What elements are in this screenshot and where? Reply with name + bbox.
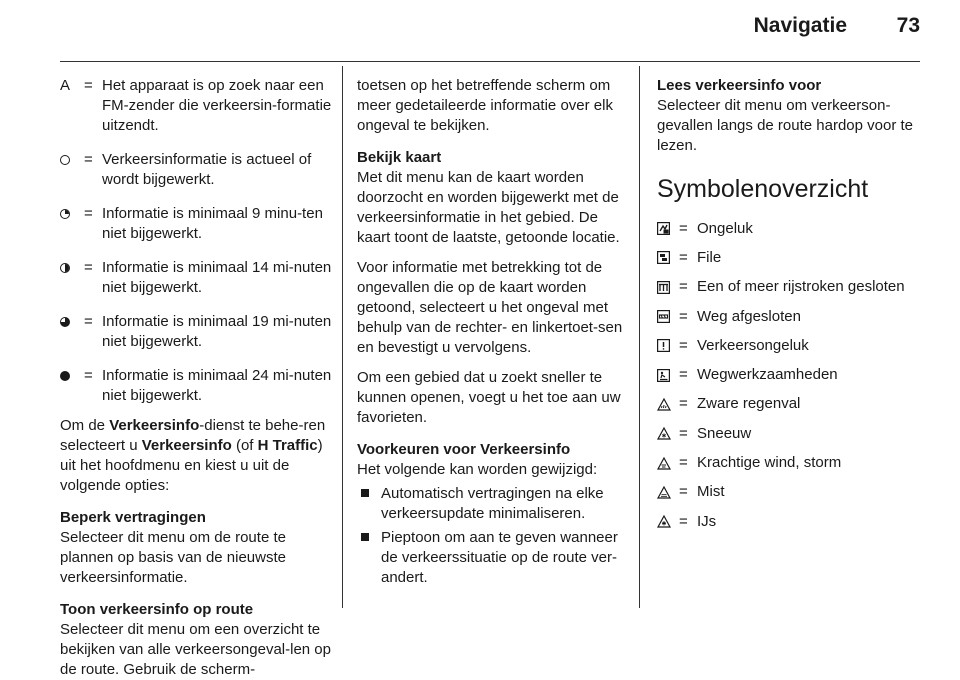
lane-closed-icon bbox=[657, 281, 679, 294]
equals-sign: = bbox=[84, 77, 93, 94]
intro-paragraph: Om de Verkeersinfo-dienst te behe-ren selecteert u Verkeersinfo (of H Traffic) uit het hoofdmenu en kiest u uit de volgende opties: bbox=[60, 417, 326, 494]
symbol-row: = Ongeluk bbox=[657, 214, 932, 243]
page-number: 73 bbox=[896, 14, 920, 37]
legend-row bbox=[60, 258, 332, 298]
half-circle-icon bbox=[60, 263, 70, 273]
option-title: Lees verkeersinfo voor bbox=[657, 77, 822, 94]
legend-text: Verkeersinformatie is actueel of wordt bijgewerkt. bbox=[102, 151, 312, 188]
option-title: Bekijk kaart bbox=[357, 149, 442, 166]
legend-text: Het apparaat is op zoek naar een FM-zender die verkeersin-formatie uitzendt. bbox=[102, 77, 332, 134]
status-letter-a: A bbox=[60, 77, 71, 94]
list-item: Automatisch vertragingen na elke verkeersupdate minimaliseren. bbox=[357, 484, 627, 524]
legend-text: Informatie is minimaal 19 mi-nuten niet bijgewerkt. bbox=[102, 313, 332, 350]
symbol-row: = Wegwerkzaamheden bbox=[657, 360, 932, 389]
symbol-row: = Een of meer rijstroken gesloten bbox=[657, 273, 932, 302]
bullet-square-icon bbox=[361, 489, 369, 497]
legend-row bbox=[60, 366, 332, 406]
warning-icon bbox=[657, 339, 679, 352]
empty-circle-icon bbox=[60, 155, 70, 165]
option-text: Selecteer dit menu om verkeerson-gevallen langs de route hardop voor te lezen. bbox=[657, 97, 914, 154]
paragraph: Voor informatie met betrekking tot de ongevallen die op de kaart worden getoond, selecteert u het ongeval met behulp van de rechter- en linkertoet-sen en bevestigt u vervolgens. bbox=[357, 259, 623, 356]
symbol-row: = Sneeuw bbox=[657, 419, 932, 448]
symbol-row: = Mist bbox=[657, 478, 932, 507]
full-circle-icon bbox=[60, 371, 70, 381]
symbol-row: = Krachtige wind, storm bbox=[657, 448, 932, 477]
column-divider bbox=[639, 66, 640, 608]
option-voorkeuren bbox=[357, 440, 627, 480]
equals-sign: = bbox=[84, 313, 93, 330]
equals-sign: = bbox=[84, 151, 93, 168]
option-text: Selecteer dit menu om een overzicht te bekijken van alle verkeersongeval-len op de route. Gebruik de scherm- bbox=[60, 621, 331, 678]
option-title: Voorkeuren voor Verkeersinfo bbox=[357, 441, 571, 458]
roadworks-icon bbox=[657, 369, 679, 382]
legend-row bbox=[60, 204, 332, 244]
accident-icon bbox=[657, 222, 679, 235]
ice-icon bbox=[657, 515, 679, 528]
legend-row bbox=[60, 150, 332, 190]
option-text: Het volgende kan worden gewijzigd: bbox=[357, 461, 598, 478]
symbol-row: = File bbox=[657, 243, 932, 272]
three-quarter-circle-icon bbox=[60, 317, 70, 327]
legend-text: Informatie is minimaal 14 mi-nuten niet bijgewerkt. bbox=[102, 259, 332, 296]
heavy-rain-icon bbox=[657, 398, 679, 411]
symbol-row: = Verkeersongeluk bbox=[657, 331, 932, 360]
snow-icon bbox=[657, 427, 679, 440]
legend-row bbox=[60, 312, 332, 352]
strong-wind-icon bbox=[657, 457, 679, 470]
equals-sign: = bbox=[84, 205, 93, 222]
option-title: Toon verkeersinfo op route bbox=[60, 601, 254, 618]
page-title: Navigatie bbox=[753, 14, 847, 37]
option-text: Met dit menu kan de kaart worden doorzocht en worden bijgewerkt met de verkeersinformatie in het gebied. De kaart toont de laatste, getoonde locatie. bbox=[357, 169, 620, 246]
quarter-circle-icon bbox=[60, 209, 70, 219]
option-bekijk bbox=[357, 148, 627, 248]
section-heading: Symbolenoverzicht bbox=[657, 175, 869, 203]
column-3 bbox=[657, 76, 932, 536]
option-text: Selecteer dit menu om de route te plannen op basis van de nieuwste verkeersinformatie. bbox=[60, 529, 286, 586]
symbol-row: = Weg afgesloten bbox=[657, 302, 932, 331]
fog-icon bbox=[657, 486, 679, 499]
continued-text: toetsen op het betreffende scherm om meer gedetaileerde informatie over elk ongeval te bekijken. bbox=[357, 77, 613, 134]
option-beperk bbox=[60, 508, 332, 588]
equals-sign: = bbox=[84, 367, 93, 384]
traffic-jam-icon bbox=[657, 251, 679, 264]
legend-text: Informatie is minimaal 9 minu-ten niet bijgewerkt. bbox=[102, 205, 323, 242]
column-1 bbox=[60, 76, 332, 680]
legend-text: Informatie is minimaal 24 mi-nuten niet bijgewerkt. bbox=[102, 367, 332, 404]
equals-sign: = bbox=[84, 259, 93, 276]
option-title: Beperk vertragingen bbox=[60, 509, 206, 526]
legend-row bbox=[60, 76, 332, 136]
paragraph: Om een gebied dat u zoekt sneller te kunnen openen, voegt u het toe aan uw favorieten. bbox=[357, 369, 621, 426]
symbol-row: = IJs bbox=[657, 507, 932, 536]
list-item: Pieptoon om aan te geven wanneer de verkeerssituatie op de route ver-andert. bbox=[357, 528, 627, 588]
column-2 bbox=[357, 76, 627, 588]
header-rule bbox=[60, 61, 920, 62]
road-closed-icon bbox=[657, 310, 679, 323]
bullet-square-icon bbox=[361, 533, 369, 541]
option-toon bbox=[60, 600, 332, 680]
column-divider bbox=[342, 66, 343, 608]
symbol-row: = Zware regenval bbox=[657, 390, 932, 419]
